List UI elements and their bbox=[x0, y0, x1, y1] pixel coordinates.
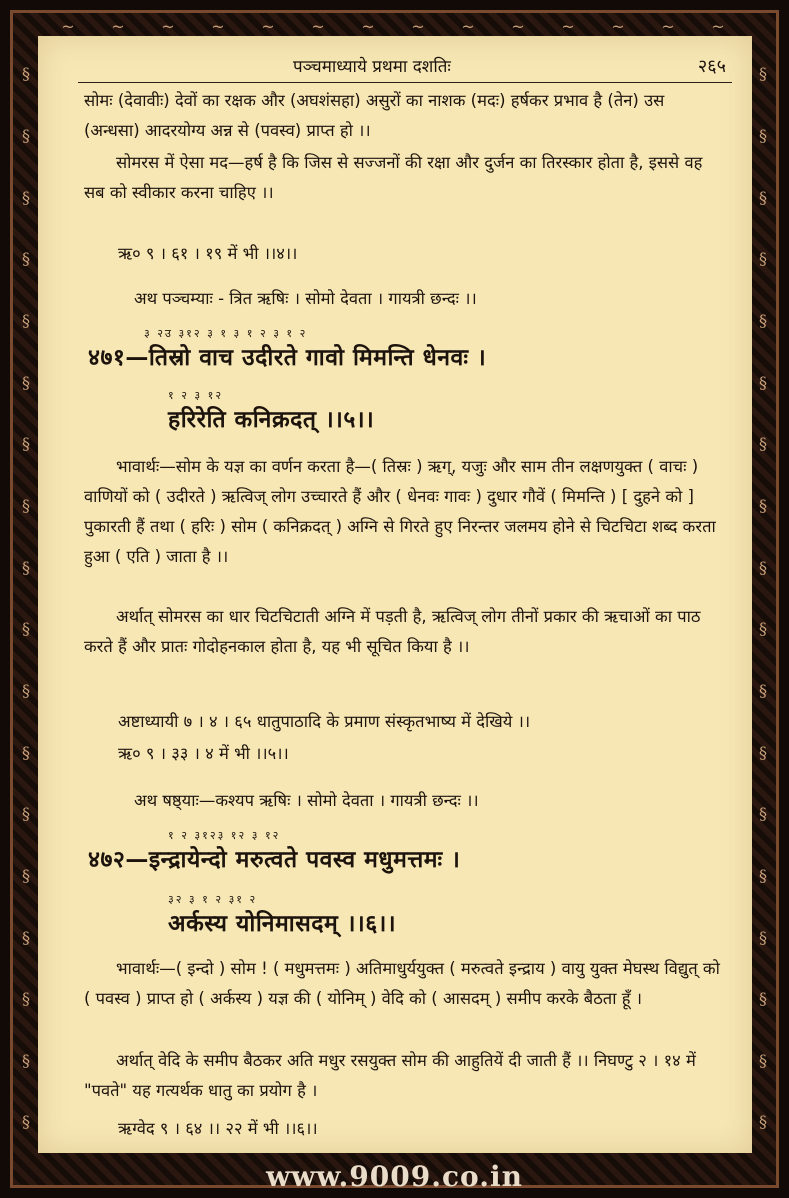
mantra-471-accent-marks: ३ २उ ३१२ ३ १ ३ १ २ ३ १ २ bbox=[144, 327, 308, 340]
top-scroll-ornament: ~ ~ ~ ~ ~ ~ ~ ~ ~ ~ ~ ~ ~ ~ bbox=[61, 16, 725, 36]
arthat-6: अर्थात् वेदि के समीप बैठकर अति मधुर रसयुक्त सोम की आहुतियें दी जाती हैं ।। निघण्टु २ । १४ में "पवते" यह गत्यर्थक धातु का प्रयोग है । bbox=[84, 1051, 696, 1100]
arthat-5: अर्थात् सोमरस का धार चिटचिटाती अग्नि में पड़ती है, ऋत्विज् लोग तीनों प्रकार की ऋचाओं का पाठ करते हैं और प्रातः गोदोहनकाल होता है, यह भी सूचित किया है ।। bbox=[84, 607, 701, 656]
mantra-6-intro: अथ षष्ठ्याः—कश्यप ऋषिः । सोमो देवता । गायत्री छन्दः ।। bbox=[134, 791, 479, 810]
reference-1: ऋ० ९ । ६१ । १९ में भी ।।४।। bbox=[118, 244, 298, 263]
mantra-471-line-2: हरिरेति कनिक्रदत् ।।५।। bbox=[168, 407, 375, 433]
page-header bbox=[78, 48, 732, 83]
website-footer: www.9009.co.in bbox=[266, 1160, 523, 1193]
mantra-472-line-2: अर्कस्य योनिमासदम् ।।६।। bbox=[168, 911, 397, 937]
paragraph-1: सोमः (देवावीः) देवों का रक्षक और (अघशंसहा) असुरों का नाशक (मदः) हर्षकर प्रभाव है (तेन) उस (अन्धसा) आदरयोग्य अन्न से (पवस्व) प्राप्त हो ।। bbox=[84, 91, 665, 140]
bhavarth-5: भावार्थः—सोम के यज्ञ का वर्णन करता है—( तिस्रः ) ऋग्, यजुः और साम तीन लक्षणयुक्त ( वाचः ) वाणियों को ( उदीरते ) ऋत्विज् लोग उच्चारते हैं और ( धेनवः गावः ) दुधार गौवें ( मिमन्ति ) [ दुहने को ] पुकारती हैं तथा ( हरिः ) सोम ( कनिक्रदत् ) अग्नि से गिरते हुए निरन्तर जलमय होने से चिटचिटा शब्द करता हुआ ( एति ) जाता है ।। bbox=[84, 457, 716, 566]
bhavarth-6: भावार्थः—( इन्दो ) सोम ! ( मधुमत्तमः ) अतिमाधुर्ययुक्त ( मरुत्वते इन्द्राय ) वायु युक्त मेघस्थ विद्युत् को ( पवस्व ) प्राप्त हो ( अर्कस्य ) यज्ञ की ( योनिम् ) वेदि को ( आसदम् ) समीप करके बैठता हूँ । bbox=[84, 959, 720, 1008]
page-number: २६५ bbox=[697, 56, 726, 77]
reference-2: अष्टाध्यायी ७ । ४ । ६५ धातुपाठादि के प्रमाण संस्कृतभाष्य में देखिये ।। bbox=[118, 712, 531, 731]
chapter-title: पञ्चमाध्याये प्रथमा दशतिः bbox=[293, 57, 451, 77]
book-page bbox=[38, 36, 752, 1153]
mantra-471-line-1: ४७१—तिस्रो वाच उदीरते गावो मिमन्ति धेनवः । bbox=[88, 345, 487, 371]
left-scroll-ornament: § § § § § § § § § § § § § § § § § § bbox=[22, 64, 30, 1132]
paragraph-2: सोमरस में ऐसा मद—हर्ष है कि जिस से सज्जनों की रक्षा और दुर्जन का तिरस्कार होता है, इससे वह सब को स्वीकार करना चाहिए ।। bbox=[84, 153, 703, 202]
mantra-471b-accent-marks: १ २ ३ १२ bbox=[168, 389, 224, 402]
mantra-472b-accent-marks: ३२ ३ १ २ ३१ २ bbox=[168, 893, 258, 906]
mantra-5-intro: अथ पञ्चम्याः - त्रित ऋषिः । सोमो देवता । गायत्री छन्दः ।। bbox=[134, 289, 477, 308]
mantra-472-line-1: ४७२—इन्द्रायेन्दो मरुत्वते पवस्व मधुमत्तमः । bbox=[88, 847, 461, 873]
mantra-472-accent-marks: १ २ ३१२३ १२ ३ १२ bbox=[168, 829, 281, 842]
right-scroll-ornament: § § § § § § § § § § § § § § § § § § bbox=[759, 64, 767, 1132]
reference-3: ऋ० ९ । ३३ । ४ में भी ।।५।। bbox=[118, 744, 289, 763]
reference-4: ऋग्वेद ९ । ६४ ।। २२ में भी ।।६।। bbox=[118, 1119, 318, 1138]
